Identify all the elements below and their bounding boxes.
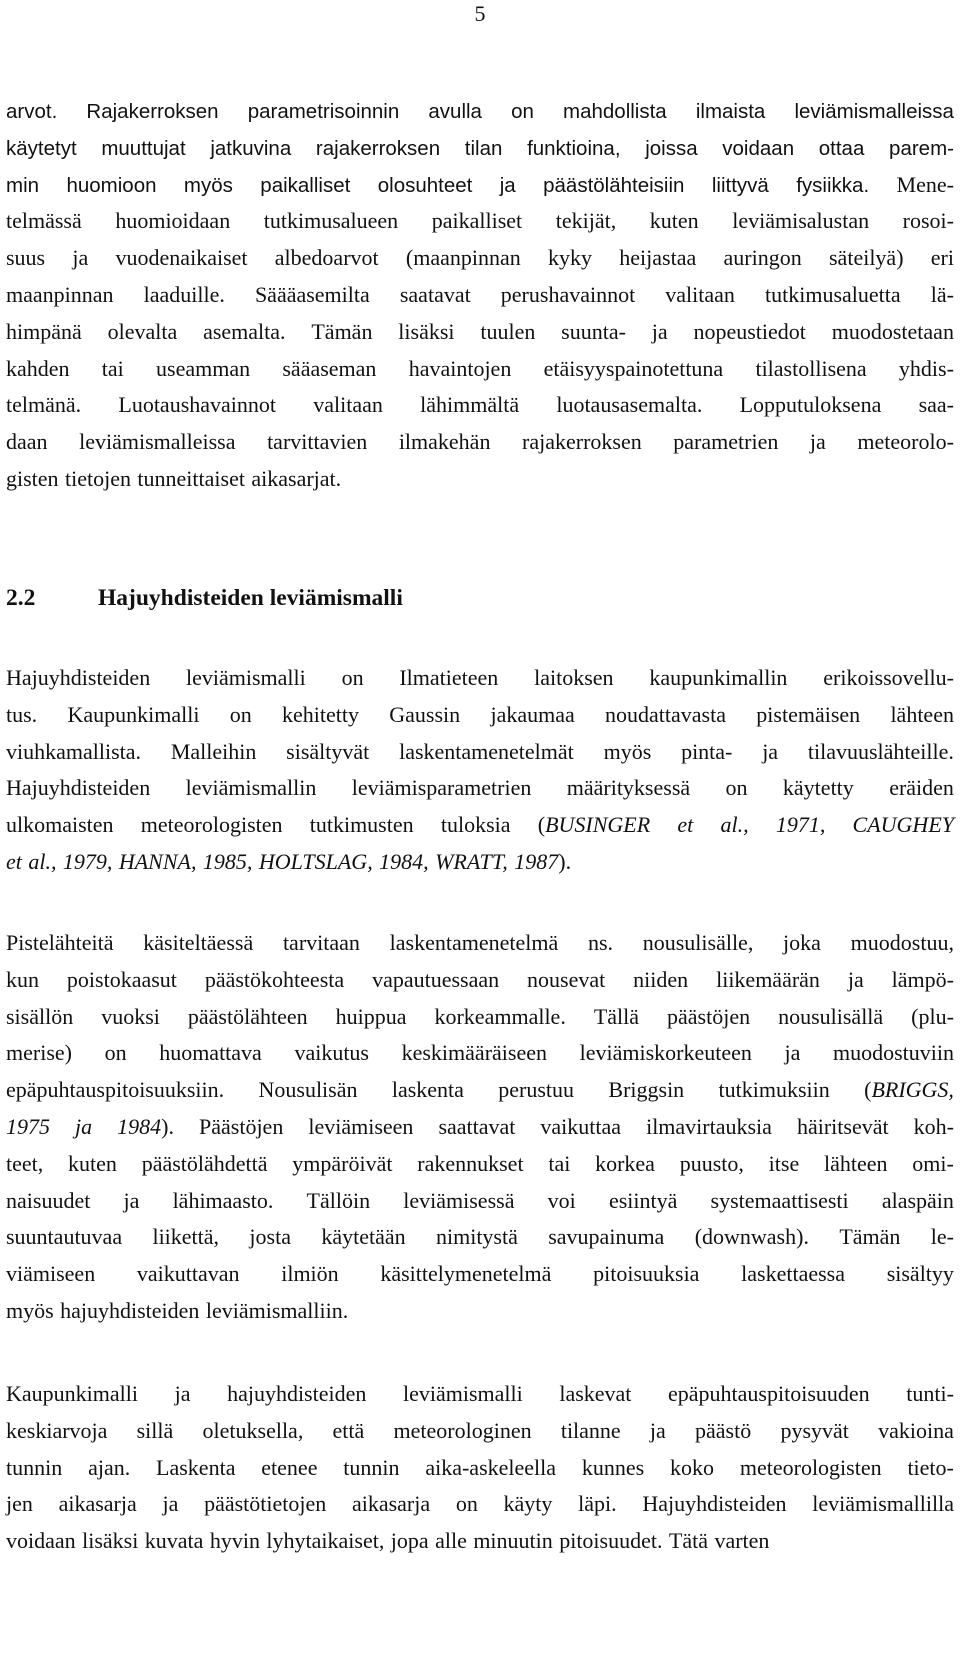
- text-line: epäpuhtauspitoisuuksiin. Nousulisän laskenta perustuu Briggsin tutkimuksiin (BRIGGS,: [6, 1077, 954, 1103]
- text-line: jen aikasarja ja päästötietojen aikasarja on käyty läpi. Hajuyhdisteiden leviämismallilla: [6, 1491, 954, 1517]
- text-line: Hajuyhdisteiden leviämismalli on Ilmatieteen laitoksen kaupunkimallin erikoissovellu-: [6, 665, 954, 690]
- text-line: naisuudet ja lähimaasto. Tällöin leviämisessä voi esiintyä systemaattisesti alaspäin: [6, 1187, 954, 1213]
- text-line: suus ja vuodenaikaiset albedoarvot (maanpinnan kyky heijastaa auringon säteilyä) eri: [6, 245, 954, 271]
- text-line: kahden tai useamman sääaseman havaintojen etäisyyspainotettuna tilastollisena yhdis-: [6, 355, 954, 381]
- text-line: arvot. Rajakerroksen parametrisoinnin avulla on mahdollista ilmaista leviämismalleissa: [6, 100, 954, 123]
- paragraph-1: [6, 93, 954, 498]
- text-line: tus. Kaupunkimalli on kehitetty Gaussin jakaumaa noudattavasta pistemäisen lähteen: [6, 701, 954, 727]
- text-line: myös hajuyhdisteiden leviämismalliin.: [6, 1297, 349, 1323]
- section-heading: [6, 578, 403, 618]
- text-line: teet, kuten päästölähdettä ympäröivät rakennukset tai korkea puusto, itse lähteen omi-: [6, 1150, 954, 1176]
- section-title: Hajuyhdisteiden leviämismalli: [98, 585, 403, 611]
- text-line: gisten tietojen tunneittaiset aikasarjat.: [6, 465, 342, 491]
- text-line: himpänä olevalta asemalta. Tämän lisäksi tuulen suunta- ja nopeustiedot muodostetaan: [6, 318, 954, 344]
- text-line: Hajuyhdisteiden leviämismallin leviämisparametrien määrityksessä on käytetty eräiden: [6, 775, 954, 801]
- text-line: viuhkamallista. Malleihin sisältyvät laskentamenetelmät myös pinta- ja tilavuuslähteille.: [6, 738, 954, 764]
- text-line: voidaan lisäksi kuvata hyvin lyhytaikaiset, jopa alle minuutin pitoisuudet. Tätä varten: [6, 1528, 770, 1554]
- paragraph-4: [6, 1376, 954, 1560]
- text-line: et al., 1979, HANNA, 1985, HOLTSLAG, 1984, WRATT, 1987).: [6, 848, 572, 874]
- paragraph-3: [6, 925, 954, 1330]
- text-line: maanpinnan laaduille. Säääasemilta saatavat perushavainnot valitaan tutkimusaluetta lä-: [6, 281, 954, 307]
- text-line: suuntautuvaa liikettä, josta käytetään nimitystä savupainuma (downwash). Tämän le-: [6, 1224, 954, 1250]
- text-line: viämiseen vaikuttavan ilmiön käsittelymenetelmä pitoisuuksia laskettaessa sisältyy: [6, 1261, 954, 1287]
- page-number: 5: [474, 1, 486, 26]
- text-line: telmänä. Luotaushavainnot valitaan lähimmältä luotausasemalta. Lopputuloksena saa-: [6, 392, 954, 418]
- text-line: Kaupunkimalli ja hajuyhdisteiden leviämismalli laskevat epäpuhtauspitoisuuden tunti-: [6, 1381, 954, 1406]
- text-line: käytetyt muuttujat jatkuvina rajakerroksen tilan funktioina, joissa voidaan ottaa parem-: [6, 136, 954, 160]
- text-line: sisällön vuoksi päästölähteen huippua korkeammalle. Tällä päästöjen nousulisällä (plu-: [6, 1003, 954, 1029]
- text-line: 1975 ja 1984). Päästöjen leviämiseen saattavat vaikuttaa ilmavirtauksia häiritsevät koh-: [6, 1113, 954, 1139]
- text-line: telmässä huomioidaan tutkimusalueen paikalliset tekijät, kuten leviämisalustan rosoi-: [6, 208, 954, 234]
- text-line: ulkomaisten meteorologisten tutkimusten tuloksia (BUSINGER et al., 1971, CAUGHEY: [6, 812, 954, 838]
- text-line: keskiarvoja sillä oletuksella, että meteorologinen tilanne ja päästö pysyvät vakioina: [6, 1417, 954, 1443]
- text-line: tunnin ajan. Laskenta etenee tunnin aika-askeleella kunnes koko meteorologisten tieto-: [6, 1454, 954, 1480]
- section-number: 2.2: [6, 585, 36, 611]
- text-line: daan leviämismalleissa tarvittavien ilmakehän rajakerroksen parametrien ja meteorolo-: [6, 429, 954, 455]
- text-line: min huomioon myös paikalliset olosuhteet ja päästölähteisiin liittyvä fysiikka. Mene-: [6, 171, 954, 197]
- text-line: Pistelähteitä käsiteltäessä tarvitaan laskentamenetelmä ns. nousulisälle, joka muodostuu,: [6, 930, 954, 955]
- paragraph-2: [6, 660, 954, 881]
- text-line: kun poistokaasut päästökohteesta vapautuessaan nousevat niiden liikemäärän ja lämpö-: [6, 966, 954, 992]
- text-line: merise) on huomattava vaikutus keskimääräiseen leviämiskorkeuteen ja muodostuviin: [6, 1040, 954, 1066]
